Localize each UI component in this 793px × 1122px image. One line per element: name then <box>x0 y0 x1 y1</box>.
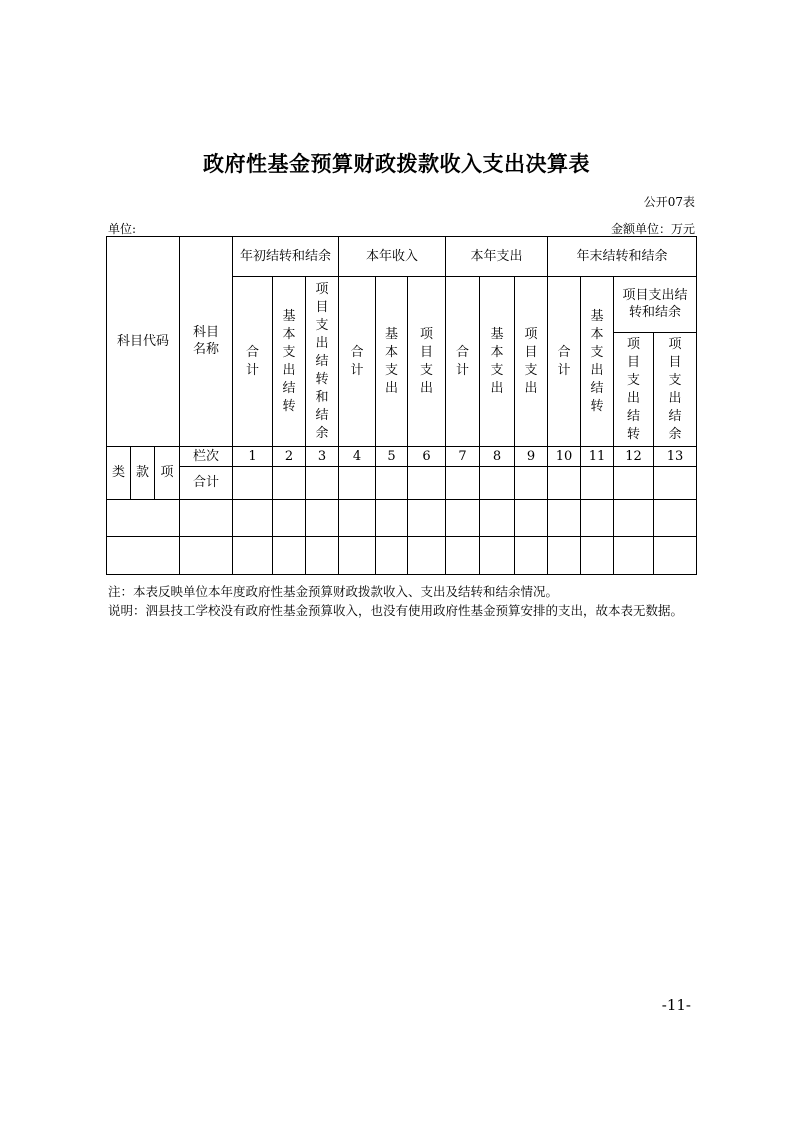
col-number: 8 <box>480 447 515 467</box>
table-row-total <box>107 467 697 500</box>
end-project-balance-header: 项目支出结余 <box>654 333 697 447</box>
table-cell <box>306 500 339 537</box>
label-lei: 类 <box>107 447 131 500</box>
group-end-header: 年末结转和结余 <box>548 237 697 277</box>
table-cell <box>273 467 306 500</box>
col-number: 11 <box>581 447 614 467</box>
col-name-header: 科目名称 <box>180 237 233 447</box>
table-cell <box>548 537 581 575</box>
col-number: 3 <box>306 447 339 467</box>
table-cell <box>654 500 697 537</box>
table-cell <box>273 500 306 537</box>
unit-label: 单位: <box>108 222 137 236</box>
col-number: 6 <box>408 447 446 467</box>
table-cell <box>548 467 581 500</box>
table-cell <box>339 500 376 537</box>
table-cell <box>180 500 233 537</box>
label-kuan: 款 <box>131 447 155 500</box>
table-cell <box>107 500 180 537</box>
table-cell <box>408 500 446 537</box>
table-cell <box>581 500 614 537</box>
table-cell <box>480 467 515 500</box>
begin-total-header: 合计 <box>233 277 273 447</box>
label-heji: 合计 <box>180 467 233 500</box>
table-cell <box>614 500 654 537</box>
group-begin-header: 年初结转和结余 <box>233 237 339 277</box>
end-basic-header: 基本支出结转 <box>581 277 614 447</box>
table-cell <box>515 537 548 575</box>
label-lanci: 栏次 <box>180 447 233 467</box>
table-cell <box>654 537 697 575</box>
table-cell <box>446 467 480 500</box>
table-cell <box>233 537 273 575</box>
table-cell <box>515 467 548 500</box>
table-cell <box>614 537 654 575</box>
col-number: 12 <box>614 447 654 467</box>
table-cell <box>446 537 480 575</box>
table-cell <box>376 537 408 575</box>
table-cell <box>233 500 273 537</box>
table-explanation: 说明：泗县技工学校没有政府性基金预算收入，也没有使用政府性基金预算安排的支出，故本表无数据。 <box>108 603 684 618</box>
table-cell <box>408 467 446 500</box>
table-cell <box>480 537 515 575</box>
table-cell <box>548 500 581 537</box>
expense-total-header: 合计 <box>446 277 480 447</box>
table-cell <box>446 500 480 537</box>
col-number: 13 <box>654 447 697 467</box>
income-basic-header: 基本支出 <box>376 277 408 447</box>
table-cell <box>480 500 515 537</box>
table-cell <box>180 537 233 575</box>
col-number: 7 <box>446 447 480 467</box>
table-cell <box>306 537 339 575</box>
col-code-header: 科目代码 <box>107 237 180 447</box>
table-row <box>107 500 697 537</box>
begin-project-header: 项目支出结转和结余 <box>306 277 339 447</box>
end-project-carry-header: 项目支出结转 <box>614 333 654 447</box>
col-number: 2 <box>273 447 306 467</box>
col-number: 10 <box>548 447 581 467</box>
form-code: 公开07表 <box>643 195 695 209</box>
group-income-header: 本年收入 <box>339 237 446 277</box>
page-title: 政府性基金预算财政拨款收入支出决算表 <box>203 152 590 176</box>
col-number: 9 <box>515 447 548 467</box>
table-cell <box>339 467 376 500</box>
col-number: 4 <box>339 447 376 467</box>
page-number: -11- <box>661 996 691 1014</box>
table-cell <box>581 537 614 575</box>
table-cell <box>107 537 180 575</box>
table-cell <box>614 467 654 500</box>
table-cell <box>306 467 339 500</box>
table-cell <box>408 537 446 575</box>
table-cell <box>273 537 306 575</box>
table-cell <box>376 500 408 537</box>
income-total-header: 合计 <box>339 277 376 447</box>
end-total-header: 合计 <box>548 277 581 447</box>
amount-unit: 金额单位：万元 <box>610 222 695 236</box>
table-note: 注：本表反映单位本年度政府性基金预算财政拨款收入、支出及结转和结余情况。 <box>108 584 559 599</box>
group-expense-header: 本年支出 <box>446 237 548 277</box>
expense-basic-header: 基本支出 <box>480 277 515 447</box>
end-project-group-header: 项目支出结转和结余 <box>614 277 697 333</box>
table-cell <box>654 467 697 500</box>
income-project-header: 项目支出 <box>408 277 446 447</box>
col-number: 5 <box>376 447 408 467</box>
report-table <box>106 236 697 575</box>
label-xiang: 项 <box>155 447 180 500</box>
table-cell <box>581 467 614 500</box>
table-cell <box>376 467 408 500</box>
expense-project-header: 项目支出 <box>515 277 548 447</box>
table-cell <box>339 537 376 575</box>
table-row <box>107 537 697 575</box>
begin-basic-header: 基本支出结转 <box>273 277 306 447</box>
table-cell <box>515 500 548 537</box>
table-cell <box>233 467 273 500</box>
col-number: 1 <box>233 447 273 467</box>
